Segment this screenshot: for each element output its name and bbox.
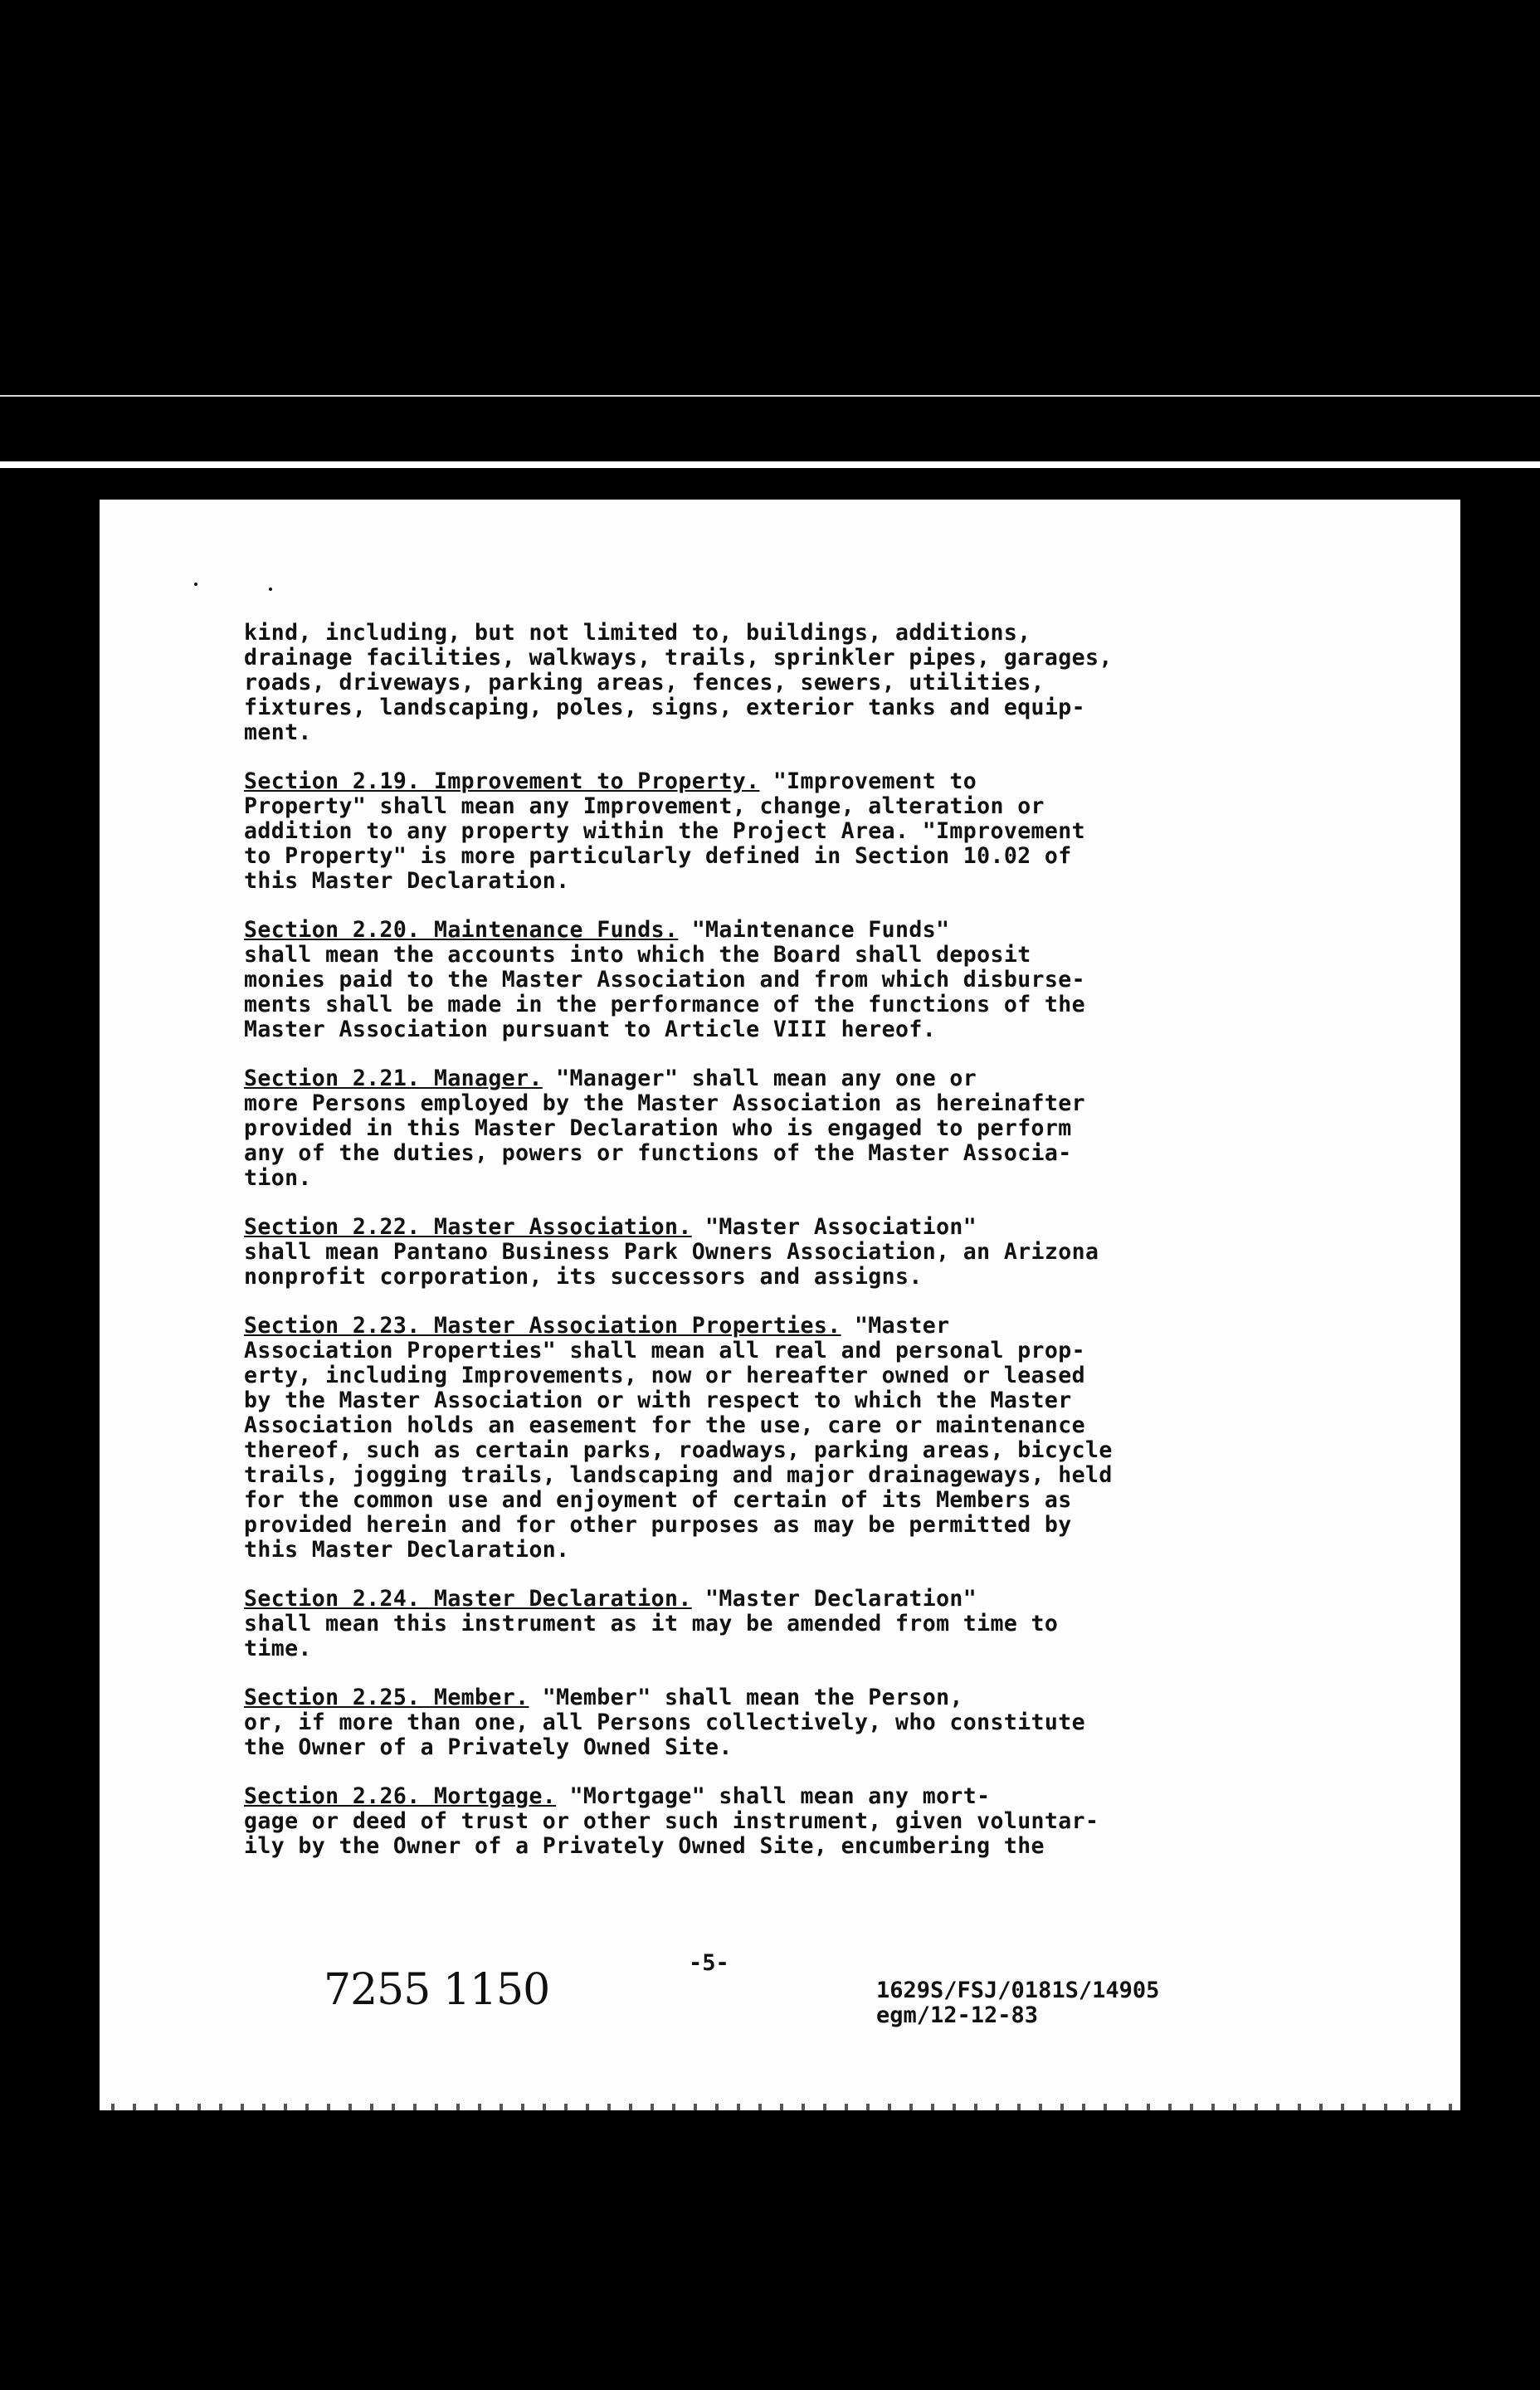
paragraph-text: "Mortgage" shall mean any mort- gage or deed of trust or other such instrument, given voluntar- ily by the Owner of a Privately Owned Site, encumbering the	[244, 1783, 1099, 1859]
body-text	[244, 621, 1381, 1883]
section-heading: Section 2.23. Master Association Properties.	[244, 1313, 841, 1339]
paragraph-text: "Master Declaration" shall mean this instrument as it may be amended from time to time.	[244, 1586, 1059, 1661]
paragraph-text: "Maintenance Funds" shall mean the accounts into which the Board shall deposit monies paid to the Master Association and from which disburse- ments shall be made in the performance of the functions of the Master Association pursuant to Article VIII hereof.	[244, 917, 1085, 1042]
paragraph	[244, 1587, 1381, 1661]
section-heading: Section 2.19. Improvement to Property.	[244, 768, 760, 794]
section-heading: Section 2.21. Manager.	[244, 1066, 543, 1091]
section-heading: Section 2.25. Member.	[244, 1685, 529, 1710]
paragraph-text: "Master Association" shall mean Pantano Business Park Owners Association, an Arizona nonprofit corporation, its successors and assigns.	[244, 1214, 1099, 1290]
paragraph	[244, 621, 1381, 745]
stray-mark	[194, 583, 197, 586]
scan-edge-top	[0, 395, 1540, 397]
paragraph-text: "Member" shall mean the Person, or, if more than one, all Persons collectively, who constitute the Owner of a Privately Owned Site.	[244, 1685, 1085, 1760]
paragraph	[244, 918, 1381, 1042]
document-page	[100, 500, 1460, 2108]
document-code	[876, 1978, 1159, 2028]
section-heading: Section 2.22. Master Association.	[244, 1214, 692, 1240]
paragraph	[244, 1314, 1381, 1563]
document-code-line: 1629S/FSJ/0181S/14905	[876, 1978, 1160, 2003]
scan-edge-bottom	[100, 2104, 1460, 2110]
section-heading: Section 2.20. Maintenance Funds.	[244, 917, 679, 943]
paragraph-text: "Manager" shall mean any one or more Persons employed by the Master Association as hereinafter provided in this Master Declaration who is engaged to perform any of the duties, powers or functions of the Master Associa- tion.	[244, 1066, 1085, 1191]
paragraph-text: "Master Association Properties" shall mean all real and personal prop- erty, including Improvements, now or hereafter owned or leased by the Master Association or with respect to which the Master Association holds an easement for the use, care or maintenance thereof, such as certain parks, roadways, parking areas, bicycle trails, jogging trails, landscaping and major drainageways, held for the common use and enjoyment of certain of its Members as provided herein and for other purposes as may be permitted by this Master Declaration.	[244, 1313, 1113, 1563]
paragraph	[244, 1215, 1381, 1290]
paragraph	[244, 1066, 1381, 1191]
stray-mark	[269, 588, 272, 591]
paragraph-text: kind, including, but not limited to, buildings, additions, drainage facilities, walkways, trails, sprinkler pipes, garages, roads, driveways, parking areas, fences, sewers, utilities, fixtures, landscaping, poles, signs, exterior tanks and equip- ment.	[244, 620, 1113, 745]
book-page-stamp: 7255 1150	[324, 1965, 550, 2015]
paragraph	[244, 1685, 1381, 1760]
page-number: -5-	[689, 1950, 729, 1976]
paragraph	[244, 769, 1381, 894]
section-heading: Section 2.24. Master Declaration.	[244, 1586, 692, 1612]
document-code-line: egm/12-12-83	[876, 2002, 1039, 2028]
section-heading: Section 2.26. Mortgage.	[244, 1783, 557, 1809]
paragraph-text: "Improvement to Property" shall mean any Improvement, change, alteration or addition to any property within the Project Area. "Improvement to Property" is more particularly defined in Section 10.02 of this Master Declaration.	[244, 768, 1085, 894]
scan-edge-band	[0, 461, 1540, 468]
paragraph	[244, 1784, 1381, 1859]
